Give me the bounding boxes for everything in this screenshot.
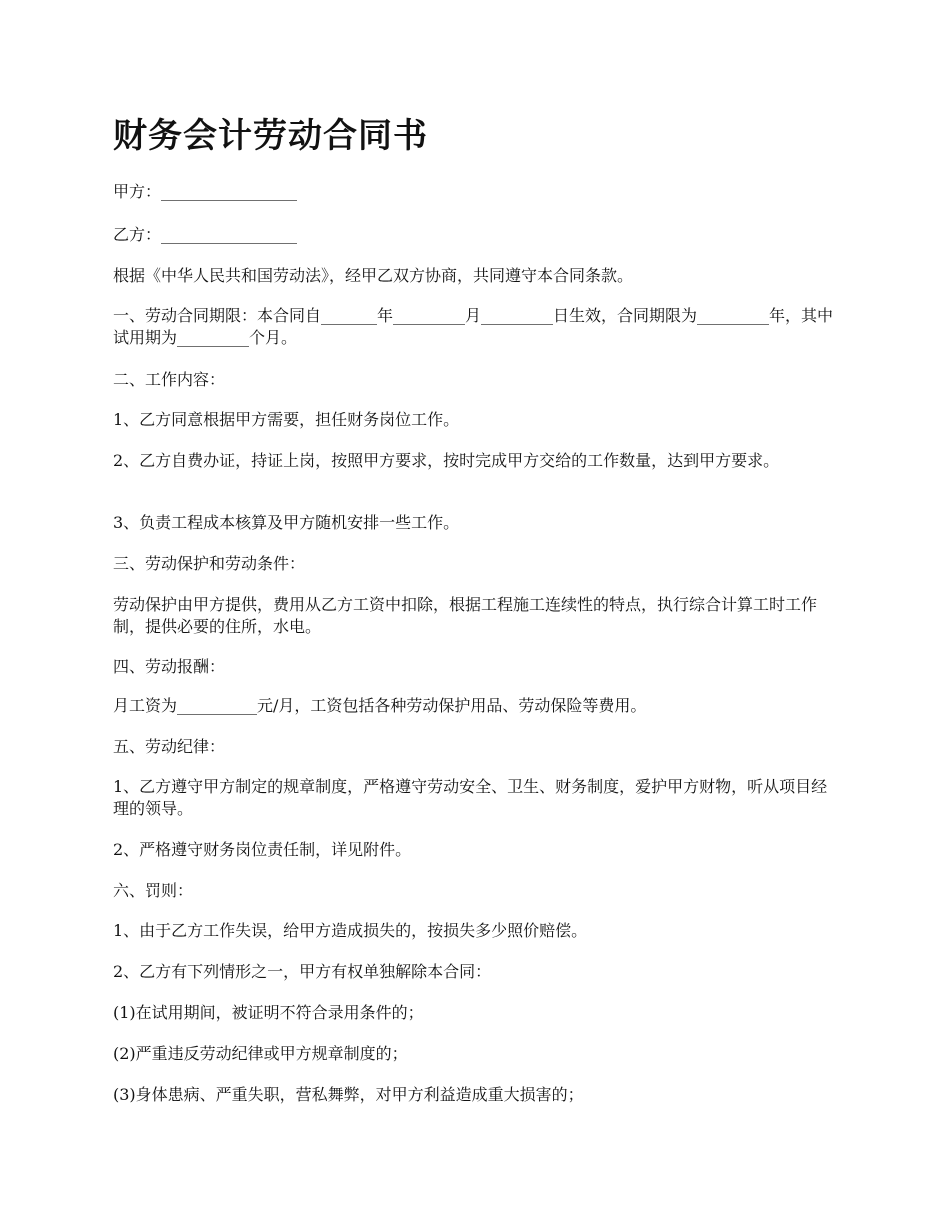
clause-2-item-2: 2、乙方自费办证，持证上岗，按照甲方要求，按时完成甲方交给的工作数量，达到甲方要求。 xyxy=(113,451,780,470)
clause-4-salary: 月工资为__________元/月，工资包括各种劳动保护用品、劳动保险等费用。 xyxy=(113,696,647,715)
clause-1-term: 一、劳动合同期限：本合同自_______年_________月_________日生效，合同期限为_________年，其中试用期为_________个月。 xyxy=(113,306,834,347)
clause-5-item-2: 2、严格遵守财务岗位责任制，详见附件。 xyxy=(113,840,412,859)
section-4-heading: 四、劳动报酬： xyxy=(113,657,226,676)
section-5-heading: 五、劳动纪律： xyxy=(113,737,226,756)
clause-6-sub-2: (2)严重违反劳动纪律或甲方规章制度的； xyxy=(113,1044,408,1063)
section-6-heading: 六、罚则： xyxy=(113,881,194,900)
clause-6-item-1: 1、由于乙方工作失误，给甲方造成损失的，按损失多少照价赔偿。 xyxy=(113,921,588,940)
party-a-line: 甲方：_________________ xyxy=(113,182,298,201)
section-3-heading: 三、劳动保护和劳动条件： xyxy=(113,554,306,573)
section-2-heading: 二、工作内容： xyxy=(113,370,226,389)
clause-6-sub-3: (3)身体患病、严重失职，营私舞弊，对甲方利益造成重大损害的； xyxy=(113,1085,584,1104)
clause-6-item-2: 2、乙方有下列情形之一，甲方有权单独解除本合同： xyxy=(113,962,492,981)
clause-3-paragraph: 劳动保护由甲方提供，费用从乙方工资中扣除，根据工程施工连续性的特点，执行综合计算工时工作制，提供必要的住所，水电。 xyxy=(113,595,818,636)
clause-6-sub-1: (1)在试用期间，被证明不符合录用条件的； xyxy=(113,1003,424,1022)
preamble-paragraph: 根据《中华人民共和国劳动法》，经甲乙双方协商，共同遵守本合同条款。 xyxy=(113,266,634,285)
document-title: 财务会计劳动合同书 xyxy=(113,116,428,156)
clause-2-item-1: 1、乙方同意根据甲方需要，担任财务岗位工作。 xyxy=(113,410,460,429)
clause-5-item-1: 1、乙方遵守甲方制定的规章制度，严格遵守劳动安全、卫生、财务制度，爱护甲方财物，听从项目经理的领导。 xyxy=(113,777,828,818)
party-b-line: 乙方：_________________ xyxy=(113,225,298,244)
clause-2-item-3: 3、负责工程成本核算及甲方随机安排一些工作。 xyxy=(113,513,460,532)
